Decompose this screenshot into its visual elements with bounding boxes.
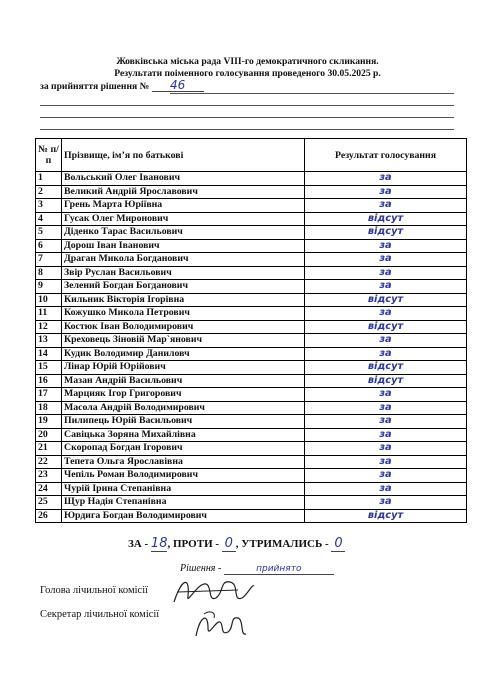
table-row (36, 199, 467, 213)
deputy-name: Зелений Богдан Богданович (62, 280, 305, 294)
decision-result-label: Рішення - (180, 563, 222, 574)
deputy-name: Мазан Андрій Васильович (62, 374, 305, 388)
table-row (36, 401, 467, 415)
decision-result-value: прийнято (224, 564, 334, 575)
vote-result: відсут (305, 320, 467, 334)
table-row (36, 374, 467, 388)
voting-table (35, 138, 467, 523)
table-row (36, 212, 467, 226)
deputy-name: Гусак Олег Миронович (62, 212, 305, 226)
deputy-name: Чурій Ірина Степанівна (62, 482, 305, 496)
header-name: Прізвище, ім’я по батькові (62, 139, 305, 172)
utrym-label: , УТРИМАЛИСЬ - (235, 538, 329, 550)
vote-result: відсут (305, 374, 467, 388)
deputy-name: Костюк Іван Володимирович (62, 320, 305, 334)
table-row (36, 361, 467, 375)
table-row (36, 469, 467, 483)
row-number: 25 (36, 496, 62, 510)
table-row (36, 482, 467, 496)
table-row (36, 280, 467, 294)
vote-result: відсут (305, 212, 467, 226)
proty-label: , ПРОТИ - (167, 538, 220, 550)
za-value: 18 (150, 536, 168, 551)
secretary-signature (190, 606, 250, 646)
row-number: 16 (36, 374, 62, 388)
vote-result: відсут (305, 226, 467, 240)
za-label: ЗА - (128, 538, 149, 550)
deputy-name: Марцияк Ігор Григорович (62, 388, 305, 402)
row-number: 3 (36, 199, 62, 213)
vote-result: за (305, 266, 467, 280)
deputy-name: Великий Андрій Ярославович (62, 185, 305, 199)
deputy-name: Дорош Іван Іванович (62, 239, 305, 253)
deputy-name: Драган Микола Богданович (62, 253, 305, 267)
row-number: 4 (36, 212, 62, 226)
deputy-name: Масола Андрій Володимирович (62, 401, 305, 415)
deputy-name: Грень Марта Юріївна (62, 199, 305, 213)
vote-result: за (305, 307, 467, 321)
vote-result: за (305, 172, 467, 186)
table-row (36, 388, 467, 402)
row-number: 17 (36, 388, 62, 402)
vote-result: відсут (305, 509, 467, 523)
table-row (36, 266, 467, 280)
decision-line (40, 80, 204, 92)
row-number: 20 (36, 428, 62, 442)
vote-result: за (305, 455, 467, 469)
deputy-name: Кудик Володимир Даниловч (62, 347, 305, 361)
table-row (36, 334, 467, 348)
deputy-name: Лінар Юрій Юрійович (62, 361, 305, 375)
vote-result: за (305, 415, 467, 429)
row-number: 11 (36, 307, 62, 321)
deputy-name: Савіцька Зоряна Михайлівна (62, 428, 305, 442)
row-number: 9 (36, 280, 62, 294)
vote-result: за (305, 239, 467, 253)
row-number: 10 (36, 293, 62, 307)
row-number: 6 (36, 239, 62, 253)
row-number: 5 (36, 226, 62, 240)
row-number: 14 (36, 347, 62, 361)
vote-result: відсут (305, 361, 467, 375)
row-number: 24 (36, 482, 62, 496)
deputy-name: Діденко Тарас Васильович (62, 226, 305, 240)
vote-result: за (305, 469, 467, 483)
deputy-name: Вольський Олег Іванович (62, 172, 305, 186)
table-row (36, 496, 467, 510)
row-number: 23 (36, 469, 62, 483)
document-title: Жовківська міська рада VIII-го демократичного скликання. (116, 56, 379, 67)
deputy-name: Чепіль Роман Володимирович (62, 469, 305, 483)
row-number: 18 (36, 401, 62, 415)
vote-result: за (305, 496, 467, 510)
table-row (36, 509, 467, 523)
proty-value: 0 (222, 536, 236, 552)
vote-result: за (305, 347, 467, 361)
table-row (36, 347, 467, 361)
header-result: Результат голосування (305, 139, 467, 172)
table-row (36, 293, 467, 307)
deputy-name: Скоропад Богдан Ігорович (62, 442, 305, 456)
secretary-label: Секретар лічильної комісії (40, 609, 160, 620)
table-row (36, 226, 467, 240)
row-number: 8 (36, 266, 62, 280)
row-number: 15 (36, 361, 62, 375)
vote-result: за (305, 253, 467, 267)
table-row (36, 239, 467, 253)
table-header-row (36, 139, 467, 172)
ruled-line (40, 117, 454, 118)
table-row (36, 253, 467, 267)
vote-result: за (305, 280, 467, 294)
ruled-line (40, 129, 454, 130)
table-row (36, 455, 467, 469)
decision-number: 46 (152, 80, 204, 92)
row-number: 13 (36, 334, 62, 348)
deputy-name: Кожушко Микола Петрович (62, 307, 305, 321)
row-number: 2 (36, 185, 62, 199)
chair-label: Голова лічильної комісії (40, 585, 149, 596)
row-number: 22 (36, 455, 62, 469)
document-subtitle: Результати поіменного голосування проведеного 30.05.2025 р. (114, 68, 381, 79)
table-row (36, 415, 467, 429)
deputy-name: Звір Руслан Васильович (62, 266, 305, 280)
row-number: 1 (36, 172, 62, 186)
table-row (36, 185, 467, 199)
vote-totals (128, 536, 345, 552)
deputy-name: Пилипець Юрій Васильович (62, 415, 305, 429)
table-row (36, 172, 467, 186)
vote-result: за (305, 442, 467, 456)
table-row (36, 320, 467, 334)
vote-result: за (305, 185, 467, 199)
row-number: 7 (36, 253, 62, 267)
vote-result: відсут (305, 293, 467, 307)
deputy-name: Кильник Вікторія Ігорівна (62, 293, 305, 307)
row-number: 21 (36, 442, 62, 456)
deputy-name: Тепета Ольга Ярославівна (62, 455, 305, 469)
table-row (36, 428, 467, 442)
table-row (36, 307, 467, 321)
row-number: 12 (36, 320, 62, 334)
table-row (36, 442, 467, 456)
deputy-name: Юрдига Богдан Володимирович (62, 509, 305, 523)
vote-result: за (305, 401, 467, 415)
vote-result: за (305, 199, 467, 213)
vote-result: за (305, 334, 467, 348)
vote-result: за (305, 482, 467, 496)
vote-result: за (305, 388, 467, 402)
deputy-name: Щур Надія Степанівна (62, 496, 305, 510)
decision-label: за прийняття рішення № (40, 81, 150, 92)
header-number: № п/п (36, 139, 62, 172)
deputy-name: Креховець Зіновій Мар`янович (62, 334, 305, 348)
row-number: 19 (36, 415, 62, 429)
ruled-line (40, 105, 454, 106)
row-number: 26 (36, 509, 62, 523)
ruled-line (170, 93, 454, 94)
utrym-value: 0 (331, 536, 345, 552)
vote-result: за (305, 428, 467, 442)
